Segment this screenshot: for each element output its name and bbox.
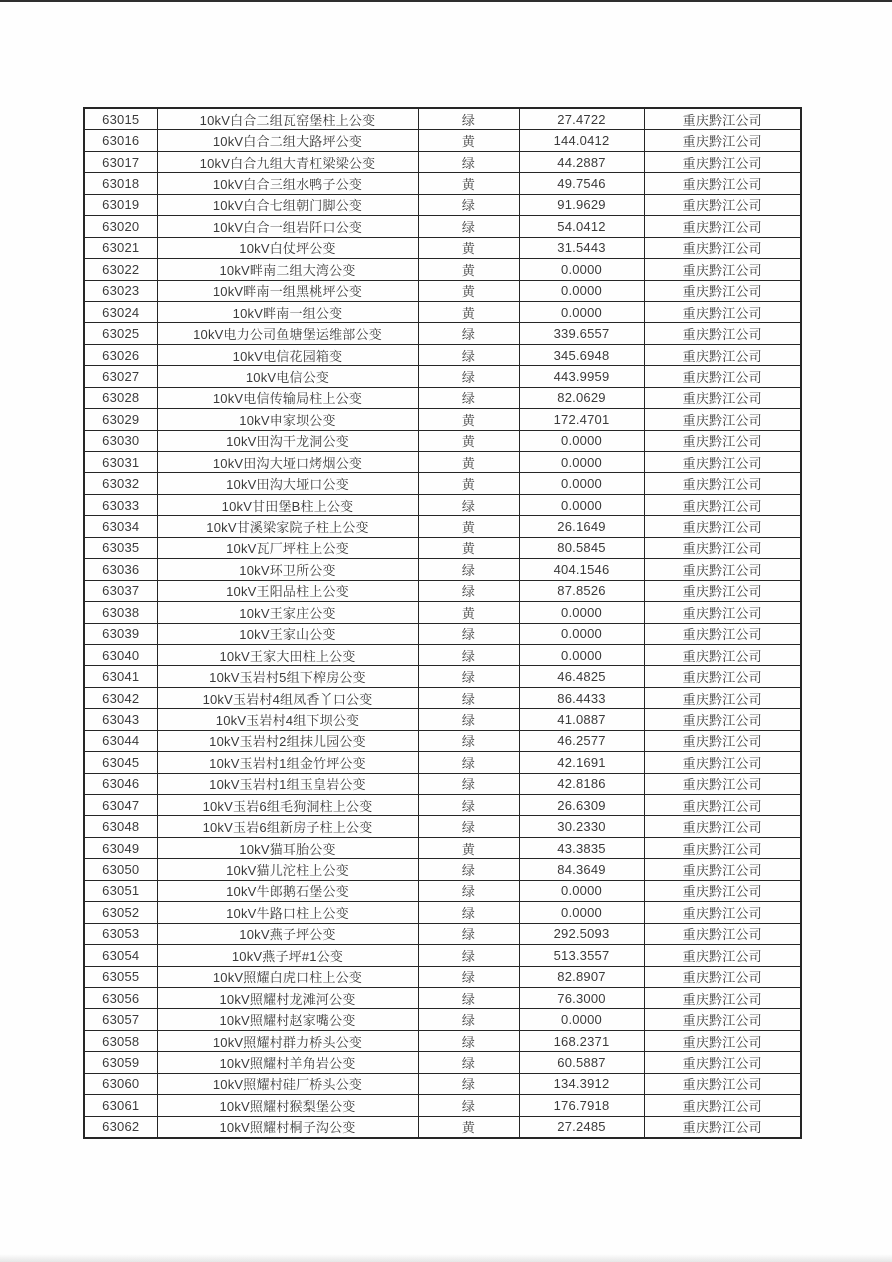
cell-status: 绿 — [418, 1030, 519, 1051]
cell-status: 绿 — [418, 666, 519, 687]
cell-name: 10kV白合一组岩阡口公变 — [157, 216, 418, 237]
cell-status: 黄 — [418, 259, 519, 280]
cell-company: 重庆黔江公司 — [644, 902, 801, 923]
cell-company: 重庆黔江公司 — [644, 237, 801, 258]
cell-name: 10kV王阳品柱上公变 — [157, 580, 418, 601]
table-row — [84, 194, 801, 215]
cell-value: 0.0000 — [519, 280, 644, 301]
cell-company: 重庆黔江公司 — [644, 259, 801, 280]
cell-status: 绿 — [418, 880, 519, 901]
cell-value: 0.0000 — [519, 430, 644, 451]
cell-value: 46.4825 — [519, 666, 644, 687]
table-row — [84, 537, 801, 558]
cell-company: 重庆黔江公司 — [644, 709, 801, 730]
cell-company: 重庆黔江公司 — [644, 1095, 801, 1116]
page-bottom-shadow — [0, 1254, 892, 1262]
table-row — [84, 816, 801, 837]
cell-value: 43.3835 — [519, 837, 644, 858]
cell-status: 黄 — [418, 409, 519, 430]
cell-status: 黄 — [418, 237, 519, 258]
cell-company: 重庆黔江公司 — [644, 108, 801, 130]
cell-company: 重庆黔江公司 — [644, 966, 801, 987]
cell-status: 黄 — [418, 173, 519, 194]
cell-id: 63017 — [84, 151, 157, 172]
cell-value: 91.9629 — [519, 194, 644, 215]
cell-name: 10kV牛郎鹅石堡公变 — [157, 880, 418, 901]
cell-company: 重庆黔江公司 — [644, 752, 801, 773]
cell-name: 10kV白合三组水鸭子公变 — [157, 173, 418, 194]
cell-name: 10kV白合七组朝门脚公变 — [157, 194, 418, 215]
table-row — [84, 795, 801, 816]
cell-name: 10kV白合九组大青杠梁梁公变 — [157, 151, 418, 172]
cell-id: 63039 — [84, 623, 157, 644]
cell-company: 重庆黔江公司 — [644, 1009, 801, 1030]
cell-value: 0.0000 — [519, 623, 644, 644]
cell-status: 绿 — [418, 623, 519, 644]
cell-id: 63028 — [84, 387, 157, 408]
table-row — [84, 1116, 801, 1138]
cell-name: 10kV田沟大垭口公变 — [157, 473, 418, 494]
cell-id: 63058 — [84, 1030, 157, 1051]
cell-id: 63062 — [84, 1116, 157, 1138]
table-row — [84, 430, 801, 451]
cell-company: 重庆黔江公司 — [644, 687, 801, 708]
cell-value: 86.4433 — [519, 687, 644, 708]
table-row — [84, 666, 801, 687]
cell-status: 黄 — [418, 301, 519, 322]
cell-name: 10kV玉岩村4组凤香丫口公变 — [157, 687, 418, 708]
cell-id: 63053 — [84, 923, 157, 944]
cell-company: 重庆黔江公司 — [644, 623, 801, 644]
cell-name: 10kV环卫所公变 — [157, 559, 418, 580]
table-row — [84, 366, 801, 387]
cell-name: 10kV玉岩村1组金竹坪公变 — [157, 752, 418, 773]
table-row — [84, 623, 801, 644]
cell-id: 63024 — [84, 301, 157, 322]
cell-status: 绿 — [418, 752, 519, 773]
cell-company: 重庆黔江公司 — [644, 795, 801, 816]
cell-company: 重庆黔江公司 — [644, 301, 801, 322]
cell-status: 绿 — [418, 108, 519, 130]
cell-id: 63060 — [84, 1073, 157, 1094]
table-row — [84, 280, 801, 301]
cell-value: 176.7918 — [519, 1095, 644, 1116]
cell-value: 168.2371 — [519, 1030, 644, 1051]
cell-company: 重庆黔江公司 — [644, 452, 801, 473]
cell-value: 404.1546 — [519, 559, 644, 580]
cell-id: 63061 — [84, 1095, 157, 1116]
cell-name: 10kV玉岩村1组玉皇岩公变 — [157, 773, 418, 794]
cell-company: 重庆黔江公司 — [644, 216, 801, 237]
cell-value: 0.0000 — [519, 473, 644, 494]
cell-company: 重庆黔江公司 — [644, 387, 801, 408]
cell-company: 重庆黔江公司 — [644, 1052, 801, 1073]
cell-company: 重庆黔江公司 — [644, 859, 801, 880]
table-row — [84, 709, 801, 730]
cell-company: 重庆黔江公司 — [644, 366, 801, 387]
cell-status: 黄 — [418, 837, 519, 858]
cell-name: 10kV白仗坪公变 — [157, 237, 418, 258]
table-row — [84, 773, 801, 794]
cell-status: 绿 — [418, 387, 519, 408]
cell-name: 10kV畔南二组大湾公变 — [157, 259, 418, 280]
cell-status: 绿 — [418, 902, 519, 923]
cell-name: 10kV甘田堡B柱上公变 — [157, 494, 418, 515]
cell-status: 绿 — [418, 644, 519, 665]
cell-status: 绿 — [418, 859, 519, 880]
cell-value: 0.0000 — [519, 301, 644, 322]
cell-value: 82.0629 — [519, 387, 644, 408]
cell-status: 绿 — [418, 194, 519, 215]
table-row — [84, 580, 801, 601]
cell-status: 黄 — [418, 537, 519, 558]
cell-status: 黄 — [418, 452, 519, 473]
table-row — [84, 1009, 801, 1030]
cell-id: 63055 — [84, 966, 157, 987]
cell-id: 63033 — [84, 494, 157, 515]
cell-company: 重庆黔江公司 — [644, 494, 801, 515]
cell-status: 绿 — [418, 816, 519, 837]
table-row — [84, 173, 801, 194]
cell-value: 345.6948 — [519, 344, 644, 365]
cell-name: 10kV白合二组大路坪公变 — [157, 130, 418, 151]
cell-id: 63043 — [84, 709, 157, 730]
cell-company: 重庆黔江公司 — [644, 280, 801, 301]
cell-id: 63027 — [84, 366, 157, 387]
cell-name: 10kV田沟大垭口烤烟公变 — [157, 452, 418, 473]
cell-name: 10kV照耀村猴梨堡公变 — [157, 1095, 418, 1116]
cell-company: 重庆黔江公司 — [644, 987, 801, 1008]
cell-id: 63037 — [84, 580, 157, 601]
table-row — [84, 216, 801, 237]
cell-value: 44.2887 — [519, 151, 644, 172]
cell-name: 10kV瓦厂坪柱上公变 — [157, 537, 418, 558]
cell-id: 63023 — [84, 280, 157, 301]
cell-id: 63054 — [84, 945, 157, 966]
cell-name: 10kV电力公司鱼塘堡运维部公变 — [157, 323, 418, 344]
cell-status: 绿 — [418, 1052, 519, 1073]
cell-value: 60.5887 — [519, 1052, 644, 1073]
cell-value: 41.0887 — [519, 709, 644, 730]
table-row — [84, 130, 801, 151]
cell-status: 绿 — [418, 987, 519, 1008]
cell-company: 重庆黔江公司 — [644, 945, 801, 966]
table-row — [84, 473, 801, 494]
cell-id: 63021 — [84, 237, 157, 258]
cell-status: 黄 — [418, 602, 519, 623]
cell-name: 10kV照耀村羊角岩公变 — [157, 1052, 418, 1073]
cell-company: 重庆黔江公司 — [644, 880, 801, 901]
cell-id: 63044 — [84, 730, 157, 751]
cell-name: 10kV申家坝公变 — [157, 409, 418, 430]
cell-name: 10kV照耀村赵家嘴公变 — [157, 1009, 418, 1030]
cell-value: 42.8186 — [519, 773, 644, 794]
cell-company: 重庆黔江公司 — [644, 1030, 801, 1051]
cell-company: 重庆黔江公司 — [644, 644, 801, 665]
cell-company: 重庆黔江公司 — [644, 837, 801, 858]
cell-value: 339.6557 — [519, 323, 644, 344]
cell-value: 144.0412 — [519, 130, 644, 151]
cell-name: 10kV猫儿沱柱上公变 — [157, 859, 418, 880]
cell-status: 绿 — [418, 687, 519, 708]
cell-value: 27.2485 — [519, 1116, 644, 1138]
cell-company: 重庆黔江公司 — [644, 473, 801, 494]
cell-name: 10kV照耀村龙滩河公变 — [157, 987, 418, 1008]
cell-value: 26.6309 — [519, 795, 644, 816]
table-row — [84, 902, 801, 923]
cell-id: 63029 — [84, 409, 157, 430]
cell-name: 10kV燕子坪#1公变 — [157, 945, 418, 966]
cell-name: 10kV田沟干龙洞公变 — [157, 430, 418, 451]
table-row — [84, 452, 801, 473]
table-row — [84, 237, 801, 258]
table-row — [84, 987, 801, 1008]
table-row — [84, 602, 801, 623]
cell-name: 10kV电信花园箱变 — [157, 344, 418, 365]
cell-status: 绿 — [418, 966, 519, 987]
cell-value: 172.4701 — [519, 409, 644, 430]
cell-company: 重庆黔江公司 — [644, 666, 801, 687]
table-row — [84, 559, 801, 580]
cell-company: 重庆黔江公司 — [644, 580, 801, 601]
table-row — [84, 1073, 801, 1094]
cell-value: 49.7546 — [519, 173, 644, 194]
cell-company: 重庆黔江公司 — [644, 923, 801, 944]
cell-id: 63041 — [84, 666, 157, 687]
table-row — [84, 108, 801, 130]
cell-status: 绿 — [418, 945, 519, 966]
window-top-edge — [0, 0, 892, 2]
cell-status: 绿 — [418, 1073, 519, 1094]
cell-id: 63045 — [84, 752, 157, 773]
cell-status: 绿 — [418, 366, 519, 387]
cell-id: 63025 — [84, 323, 157, 344]
cell-value: 0.0000 — [519, 644, 644, 665]
cell-name: 10kV电信传输局柱上公变 — [157, 387, 418, 408]
cell-id: 63019 — [84, 194, 157, 215]
cell-name: 10kV玉岩村2组抹儿园公变 — [157, 730, 418, 751]
cell-value: 80.5845 — [519, 537, 644, 558]
cell-company: 重庆黔江公司 — [644, 1073, 801, 1094]
cell-name: 10kV燕子坪公变 — [157, 923, 418, 944]
cell-value: 54.0412 — [519, 216, 644, 237]
table-row — [84, 730, 801, 751]
cell-status: 黄 — [418, 516, 519, 537]
cell-value: 0.0000 — [519, 259, 644, 280]
cell-value: 0.0000 — [519, 1009, 644, 1030]
cell-company: 重庆黔江公司 — [644, 816, 801, 837]
cell-id: 63031 — [84, 452, 157, 473]
cell-name: 10kV王家庄公变 — [157, 602, 418, 623]
cell-name: 10kV照耀白虎口柱上公变 — [157, 966, 418, 987]
cell-id: 63036 — [84, 559, 157, 580]
cell-id: 63056 — [84, 987, 157, 1008]
table-row — [84, 409, 801, 430]
cell-status: 绿 — [418, 795, 519, 816]
cell-value: 87.8526 — [519, 580, 644, 601]
cell-name: 10kV甘溪梁家院子柱上公变 — [157, 516, 418, 537]
cell-status: 黄 — [418, 130, 519, 151]
cell-value: 26.1649 — [519, 516, 644, 537]
cell-value: 134.3912 — [519, 1073, 644, 1094]
cell-id: 63042 — [84, 687, 157, 708]
cell-id: 63038 — [84, 602, 157, 623]
cell-status: 绿 — [418, 1095, 519, 1116]
cell-value: 0.0000 — [519, 902, 644, 923]
cell-id: 63032 — [84, 473, 157, 494]
cell-name: 10kV照耀村桐子沟公变 — [157, 1116, 418, 1138]
cell-value: 443.9959 — [519, 366, 644, 387]
cell-company: 重庆黔江公司 — [644, 323, 801, 344]
cell-name: 10kV王家大田柱上公变 — [157, 644, 418, 665]
cell-id: 63030 — [84, 430, 157, 451]
cell-id: 63026 — [84, 344, 157, 365]
cell-value: 27.4722 — [519, 108, 644, 130]
table-row — [84, 687, 801, 708]
cell-name: 10kV照耀村硅厂桥头公变 — [157, 1073, 418, 1094]
table-row — [84, 966, 801, 987]
cell-company: 重庆黔江公司 — [644, 130, 801, 151]
cell-status: 绿 — [418, 709, 519, 730]
cell-company: 重庆黔江公司 — [644, 430, 801, 451]
cell-name: 10kV玉岩6组毛狗洞柱上公变 — [157, 795, 418, 816]
table-row — [84, 301, 801, 322]
table-row — [84, 859, 801, 880]
table-row — [84, 644, 801, 665]
cell-value: 0.0000 — [519, 452, 644, 473]
cell-id: 63046 — [84, 773, 157, 794]
transformer-table-body — [84, 108, 801, 1138]
cell-id: 63040 — [84, 644, 157, 665]
cell-id: 63022 — [84, 259, 157, 280]
cell-value: 513.3557 — [519, 945, 644, 966]
cell-id: 63057 — [84, 1009, 157, 1030]
cell-value: 82.8907 — [519, 966, 644, 987]
cell-id: 63050 — [84, 859, 157, 880]
cell-company: 重庆黔江公司 — [644, 730, 801, 751]
cell-company: 重庆黔江公司 — [644, 194, 801, 215]
cell-name: 10kV玉岩村4组下坝公变 — [157, 709, 418, 730]
cell-name: 10kV照耀村群力桥头公变 — [157, 1030, 418, 1051]
cell-id: 63047 — [84, 795, 157, 816]
cell-id: 63059 — [84, 1052, 157, 1073]
table-row — [84, 880, 801, 901]
cell-status: 黄 — [418, 430, 519, 451]
cell-status: 绿 — [418, 323, 519, 344]
table-row — [84, 945, 801, 966]
cell-name: 10kV玉岩6组新房子柱上公变 — [157, 816, 418, 837]
cell-value: 292.5093 — [519, 923, 644, 944]
cell-status: 黄 — [418, 473, 519, 494]
cell-status: 绿 — [418, 151, 519, 172]
cell-status: 绿 — [418, 580, 519, 601]
cell-value: 76.3000 — [519, 987, 644, 1008]
cell-value: 84.3649 — [519, 859, 644, 880]
cell-id: 63034 — [84, 516, 157, 537]
cell-status: 绿 — [418, 344, 519, 365]
table-row — [84, 344, 801, 365]
cell-company: 重庆黔江公司 — [644, 537, 801, 558]
cell-name: 10kV玉岩村5组下榨房公变 — [157, 666, 418, 687]
cell-status: 黄 — [418, 280, 519, 301]
cell-id: 63035 — [84, 537, 157, 558]
table-row — [84, 494, 801, 515]
cell-company: 重庆黔江公司 — [644, 559, 801, 580]
transformer-table — [83, 107, 802, 1139]
cell-status: 绿 — [418, 216, 519, 237]
table-row — [84, 752, 801, 773]
cell-name: 10kV牛路口柱上公变 — [157, 902, 418, 923]
cell-value: 0.0000 — [519, 880, 644, 901]
cell-name: 10kV白合二组瓦窑堡柱上公变 — [157, 108, 418, 130]
cell-id: 63016 — [84, 130, 157, 151]
table-row — [84, 923, 801, 944]
cell-id: 63049 — [84, 837, 157, 858]
cell-status: 绿 — [418, 923, 519, 944]
cell-status: 绿 — [418, 773, 519, 794]
cell-name: 10kV电信公变 — [157, 366, 418, 387]
cell-company: 重庆黔江公司 — [644, 151, 801, 172]
table-row — [84, 323, 801, 344]
cell-status: 黄 — [418, 1116, 519, 1138]
table-row — [84, 1095, 801, 1116]
cell-name: 10kV畔南一组黑桃坪公变 — [157, 280, 418, 301]
cell-name: 10kV王家山公变 — [157, 623, 418, 644]
cell-value: 46.2577 — [519, 730, 644, 751]
cell-company: 重庆黔江公司 — [644, 344, 801, 365]
cell-name: 10kV畔南一组公变 — [157, 301, 418, 322]
cell-company: 重庆黔江公司 — [644, 1116, 801, 1138]
cell-id: 63018 — [84, 173, 157, 194]
cell-company: 重庆黔江公司 — [644, 173, 801, 194]
cell-value: 42.1691 — [519, 752, 644, 773]
table-row — [84, 516, 801, 537]
cell-id: 63052 — [84, 902, 157, 923]
table-row — [84, 151, 801, 172]
cell-status: 绿 — [418, 559, 519, 580]
table-row — [84, 259, 801, 280]
cell-id: 63051 — [84, 880, 157, 901]
table-row — [84, 1030, 801, 1051]
cell-company: 重庆黔江公司 — [644, 602, 801, 623]
cell-status: 绿 — [418, 494, 519, 515]
cell-id: 63015 — [84, 108, 157, 130]
cell-value: 0.0000 — [519, 494, 644, 515]
cell-company: 重庆黔江公司 — [644, 409, 801, 430]
cell-value: 31.5443 — [519, 237, 644, 258]
table-row — [84, 1052, 801, 1073]
cell-status: 绿 — [418, 730, 519, 751]
cell-status: 绿 — [418, 1009, 519, 1030]
cell-id: 63048 — [84, 816, 157, 837]
cell-value: 30.2330 — [519, 816, 644, 837]
cell-company: 重庆黔江公司 — [644, 773, 801, 794]
table-row — [84, 837, 801, 858]
cell-name: 10kV猫耳胎公变 — [157, 837, 418, 858]
cell-value: 0.0000 — [519, 602, 644, 623]
cell-id: 63020 — [84, 216, 157, 237]
table-row — [84, 387, 801, 408]
cell-company: 重庆黔江公司 — [644, 516, 801, 537]
